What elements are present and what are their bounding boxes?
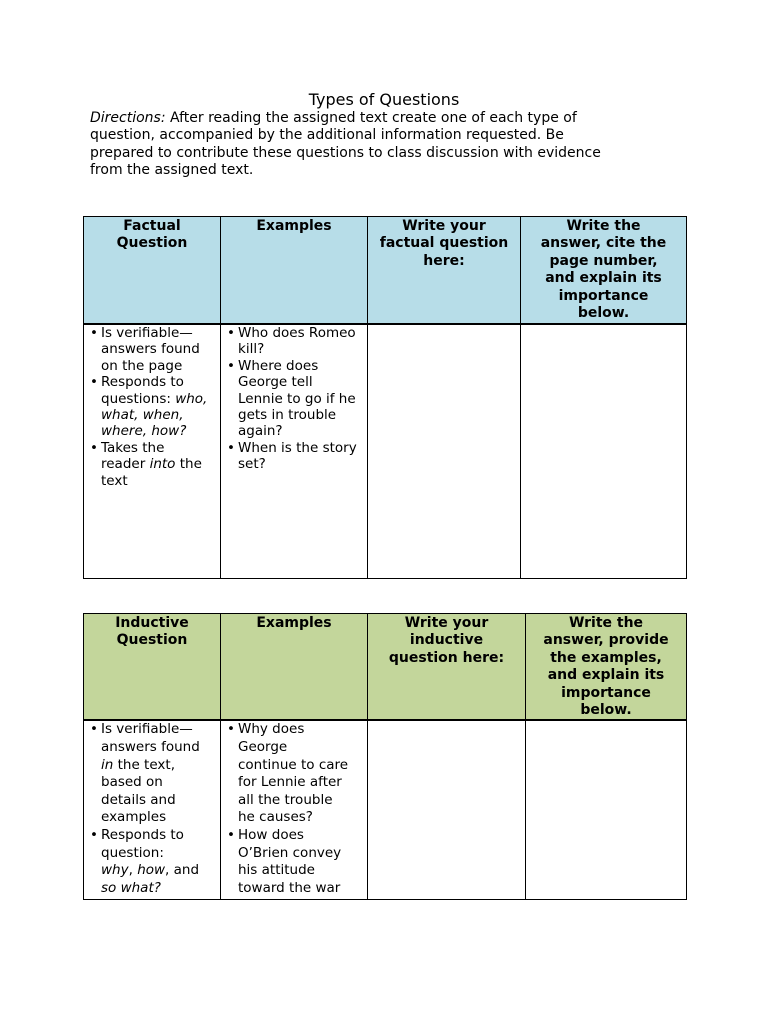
list-item: • Responds to questions: who, what, when, where, how? (90, 374, 220, 440)
list-item: • Who does Romeo kill? (227, 325, 367, 358)
header-question-type (84, 217, 221, 325)
header-text: Examples (256, 218, 332, 234)
header-text: answer, cite the (540, 235, 667, 252)
write-question-cell[interactable] (368, 720, 526, 900)
table-body-row (84, 324, 687, 579)
header-text: below. (577, 305, 630, 322)
directions-line: prepared to contribute these questions to class discussion with evidence (90, 144, 601, 161)
examples-cell (221, 720, 368, 900)
directions-line: from the assigned text. (90, 162, 254, 179)
header-text: Question (116, 235, 188, 252)
table-header-row (84, 614, 687, 721)
characteristics-list (84, 325, 220, 489)
directions (90, 110, 690, 180)
header-text: Question (116, 632, 188, 649)
factual-question-table (83, 216, 687, 579)
list-item: • Why does George continue to care for Lennie after all the trouble he causes? (227, 721, 367, 827)
header-text: importance (561, 684, 651, 701)
list-item: • Where does George tell Lennie to go if he gets in trouble again? (227, 358, 367, 440)
characteristics-list (84, 721, 220, 897)
characteristics-cell (84, 324, 221, 579)
list-item: • How does O’Brien convey his attitude toward the war (227, 827, 367, 897)
header-examples (221, 614, 368, 721)
examples-list (221, 325, 367, 473)
header-text: Inductive (115, 615, 189, 631)
header-text: question here: (388, 649, 505, 666)
examples-cell (221, 324, 368, 579)
table-body-row (84, 720, 687, 900)
header-write-question (368, 614, 526, 721)
header-text: here: (423, 252, 465, 269)
header-write-answer (521, 217, 687, 325)
write-question-cell[interactable] (368, 324, 521, 579)
examples-list (221, 721, 367, 897)
header-text: below. (580, 702, 632, 719)
characteristics-cell (84, 720, 221, 900)
directions-line: question, accompanied by the additional information requested. Be (90, 127, 564, 144)
inductive-question-table (83, 613, 687, 900)
header-text: Factual (123, 218, 181, 234)
header-text: Write your (404, 615, 489, 631)
header-text: Write the (568, 615, 644, 631)
list-item: • Is verifiable— answers found on the page (90, 325, 220, 374)
write-answer-cell[interactable] (521, 324, 687, 579)
header-text: Write your (402, 218, 486, 234)
page-title: Types of Questions (308, 90, 460, 109)
list-item: • When is the story set? (227, 440, 367, 473)
header-text: Examples (256, 615, 332, 631)
header-question-type (84, 614, 221, 721)
header-text: and explain its (547, 667, 665, 684)
write-answer-cell[interactable] (526, 720, 687, 900)
header-write-answer (526, 614, 687, 721)
header-text: Write the (566, 218, 641, 234)
list-item: • Takes the reader into the text (90, 440, 220, 489)
list-item: • Is verifiable— answers found in the text, based on details and examples (90, 721, 220, 827)
header-text: page number, (549, 252, 658, 269)
header-text: inductive (409, 632, 484, 649)
header-text: answer, provide (543, 632, 669, 649)
header-text: the examples, (550, 649, 662, 666)
directions-line: After reading the assigned text create one of each type of (165, 110, 577, 126)
header-write-question (368, 217, 521, 325)
header-text: importance (558, 287, 649, 304)
directions-label: Directions: (90, 110, 166, 126)
header-text: and explain its (545, 270, 662, 287)
list-item: • Responds to question: why, how, and so what? (90, 827, 220, 897)
table-header-row (84, 217, 687, 325)
header-examples (221, 217, 368, 325)
header-text: factual question (379, 235, 509, 252)
